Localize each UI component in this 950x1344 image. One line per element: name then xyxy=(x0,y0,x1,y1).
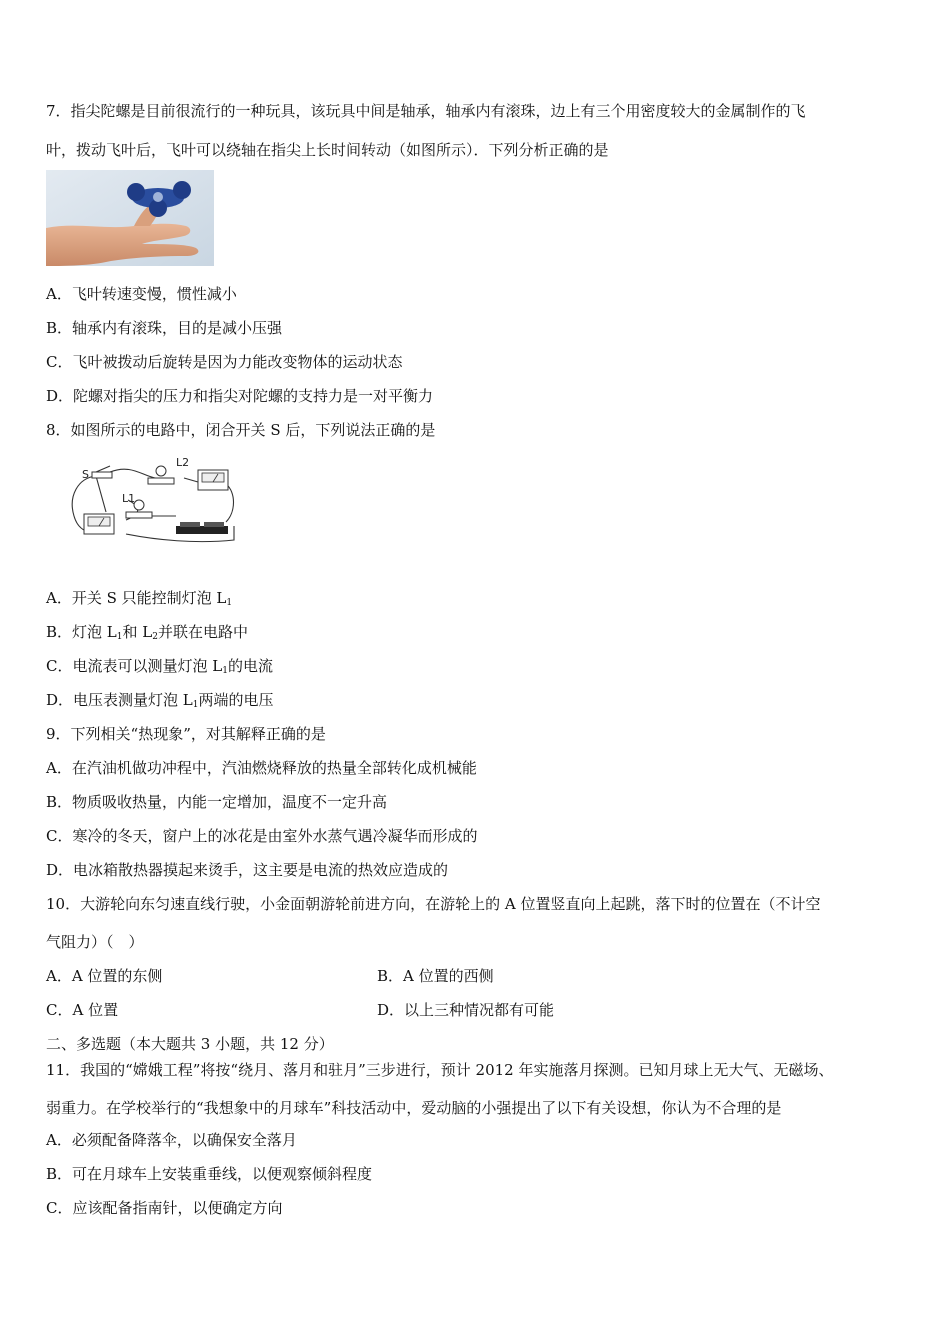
lamp-l2-label: L2 xyxy=(176,456,190,469)
q10-option-c: C．A 位置 xyxy=(46,1001,119,1019)
q10-option-b: B．A 位置的西侧 xyxy=(377,967,494,985)
q10-option-a: A．A 位置的东侧 xyxy=(46,967,163,985)
lamp-l1 xyxy=(122,492,152,518)
battery xyxy=(176,522,228,534)
q9-stem: 9．下列相关“热现象”，对其解释正确的是 xyxy=(46,725,326,743)
q9-option-d: D．电冰箱散热器摸起来烫手，这主要是电流的热效应造成的 xyxy=(46,861,449,879)
q11-option-c: C．应该配备指南针，以便确定方向 xyxy=(46,1199,283,1217)
switch-label: S xyxy=(82,468,89,481)
q8-stem: 8．如图所示的电路中，闭合开关 S 后，下列说法正确的是 xyxy=(46,421,436,439)
q7-option-c: C．飞叶被拨动后旋转是因为力能改变物体的运动状态 xyxy=(46,353,403,371)
q9-option-b: B．物质吸收热量，内能一定增加，温度不一定升高 xyxy=(46,793,388,811)
section-heading-multiple-choice: 二、多选题（本大题共 3 小题，共 12 分） xyxy=(46,1035,334,1053)
q7-option-a: A．飞叶转速变慢，惯性减小 xyxy=(46,285,237,303)
q7-option-d: D．陀螺对指尖的压力和指尖对陀螺的支持力是一对平衡力 xyxy=(46,387,434,405)
q9-option-a: A．在汽油机做功冲程中，汽油燃烧释放的热量全部转化成机械能 xyxy=(46,759,477,777)
ammeter xyxy=(84,514,114,534)
q10-stem-line2: 气阻力）（ ） xyxy=(46,933,144,951)
q11-option-a: A．必须配备降落伞，以确保安全落月 xyxy=(46,1131,297,1149)
q11-option-b: B．可在月球车上安装重垂线，以便观察倾斜程度 xyxy=(46,1165,373,1183)
lamp-l2 xyxy=(148,456,189,484)
voltmeter xyxy=(198,470,228,490)
q10-option-d: D．以上三种情况都有可能 xyxy=(377,1001,555,1019)
lamp-l1-label: L1 xyxy=(122,492,136,505)
q8-option-d: D．电压表测量灯泡 $L_1$两端的电压 xyxy=(46,691,274,710)
q8-option-a: A．开关 S 只能控制灯泡 $L_1$ xyxy=(46,589,233,608)
q7-stem-line2: 叶，拨动飞叶后，飞叶可以绕轴在指尖上长时间转动（如图所示）．下列分析正确的是 xyxy=(46,141,609,159)
q7-stem-line1: 7．指尖陀螺是目前很流行的一种玩具，该玩具中间是轴承，轴承内有滚珠，边上有三个用密度较大的金属制作的飞 xyxy=(46,102,806,120)
q10-stem-line1: 10．大游轮向东匀速直线行驶，小金面朝游轮前进方向，在游轮上的 A 位置竖直向上起跳，落下时的位置在（不计空 xyxy=(46,895,821,913)
fidget-spinner-photo xyxy=(46,170,214,266)
q11-stem-line1: 11．我国的“嫦娥工程”将按“绕月、落月和驻月”三步进行，预计 2012 年实施落月探测。已知月球上无大气、无磁场、 xyxy=(46,1061,834,1079)
circuit-diagram xyxy=(66,452,238,548)
q8-option-b: B．灯泡 $L_1$和 $L_2$并联在电路中 xyxy=(46,623,248,642)
q9-option-c: C．寒冷的冬天，窗户上的冰花是由室外水蒸气遇冷凝华而形成的 xyxy=(46,827,478,845)
q7-option-b: B．轴承内有滚珠，目的是减小压强 xyxy=(46,319,283,337)
q8-option-c: C．电流表可以测量灯泡 $L_1$的电流 xyxy=(46,657,273,676)
q11-stem-line2: 弱重力。在学校举行的“我想象中的月球车”科技活动中，爱动脑的小强提出了以下有关设想，你认为不合理的是 xyxy=(46,1099,782,1117)
